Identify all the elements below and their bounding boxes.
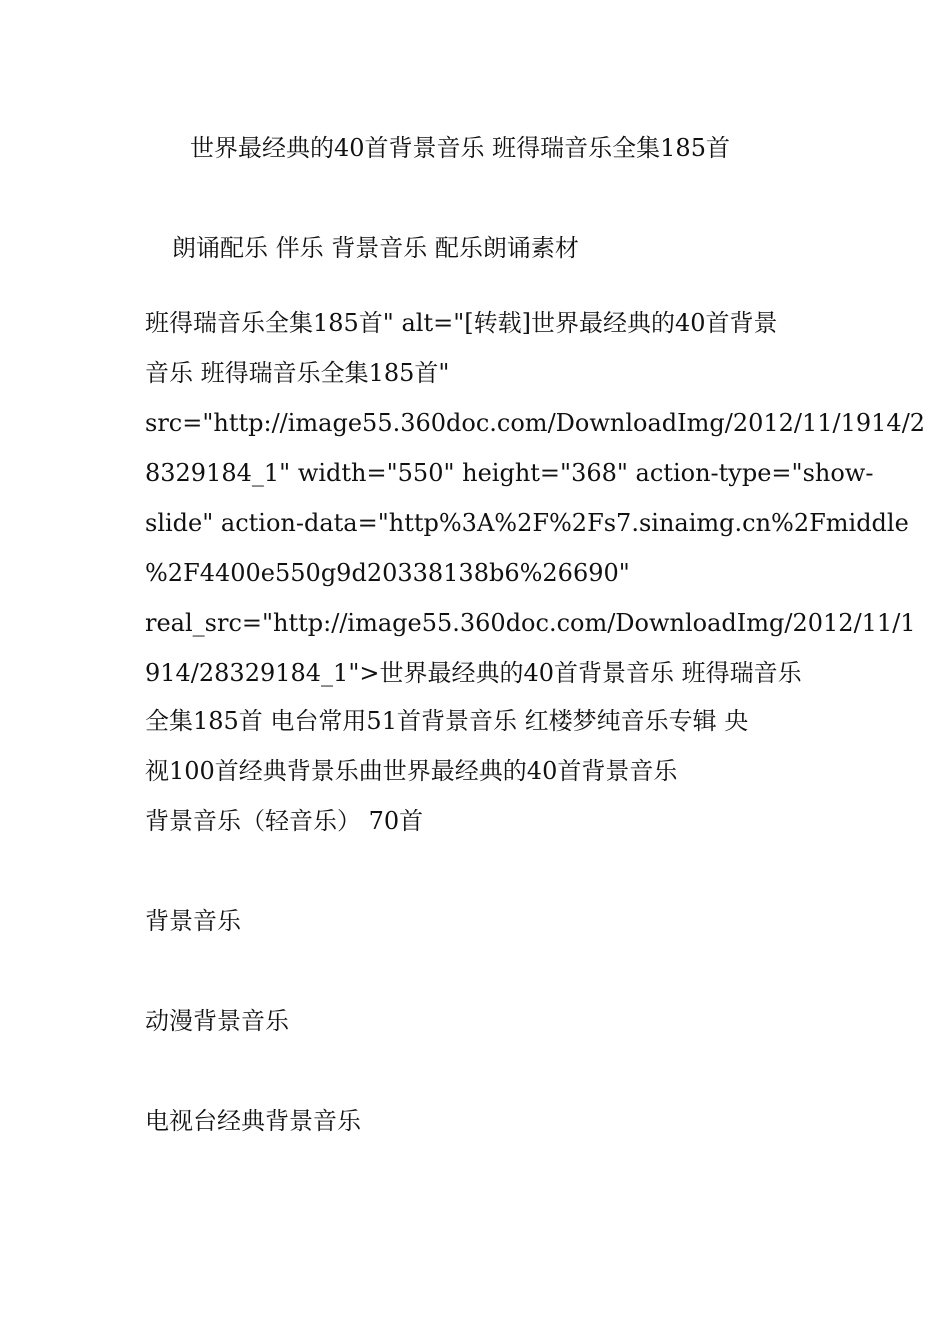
title-line-2: 朗诵配乐 伴乐 背景音乐 配乐朗诵素材 <box>172 234 579 262</box>
body-line-8: 914/28329184_1">世界最经典的40首背景音乐 班得瑞音乐 <box>145 659 802 687</box>
body-line-1: 班得瑞音乐全集185首" alt="[转载]世界最经典的40首背景 <box>145 309 778 337</box>
list-item: 电视台经典背景音乐 <box>145 1107 361 1135</box>
body-line-9: 全集185首 电台常用51首背景音乐 红楼梦纯音乐专辑 央 <box>145 707 749 735</box>
title-line-1: 世界最经典的40首背景音乐 班得瑞音乐全集185首 <box>190 134 730 162</box>
body-line-5: slide" action-data="http%3A%2F%2Fs7.sinaimg.cn%2Fmiddle <box>145 509 909 537</box>
body-line-3: src="http://image55.360doc.com/DownloadImg/2012/11/1914/2 <box>145 409 926 437</box>
list-item: 动漫背景音乐 <box>145 1007 289 1035</box>
body-line-11: 背景音乐（轻音乐） 70首 <box>145 807 424 835</box>
body-line-7: real_src="http://image55.360doc.com/DownloadImg/2012/11/1 <box>145 609 916 637</box>
body-line-2: 音乐 班得瑞音乐全集185首" <box>145 359 450 387</box>
list-item: 背景音乐 <box>145 907 241 935</box>
body-line-10: 视100首经典背景乐曲世界最经典的40首背景音乐 <box>145 757 678 785</box>
body-line-4: 8329184_1" width="550" height="368" action-type="show- <box>145 459 874 487</box>
body-line-6: %2F4400e550g9d20338138b6%26690" <box>145 559 630 587</box>
